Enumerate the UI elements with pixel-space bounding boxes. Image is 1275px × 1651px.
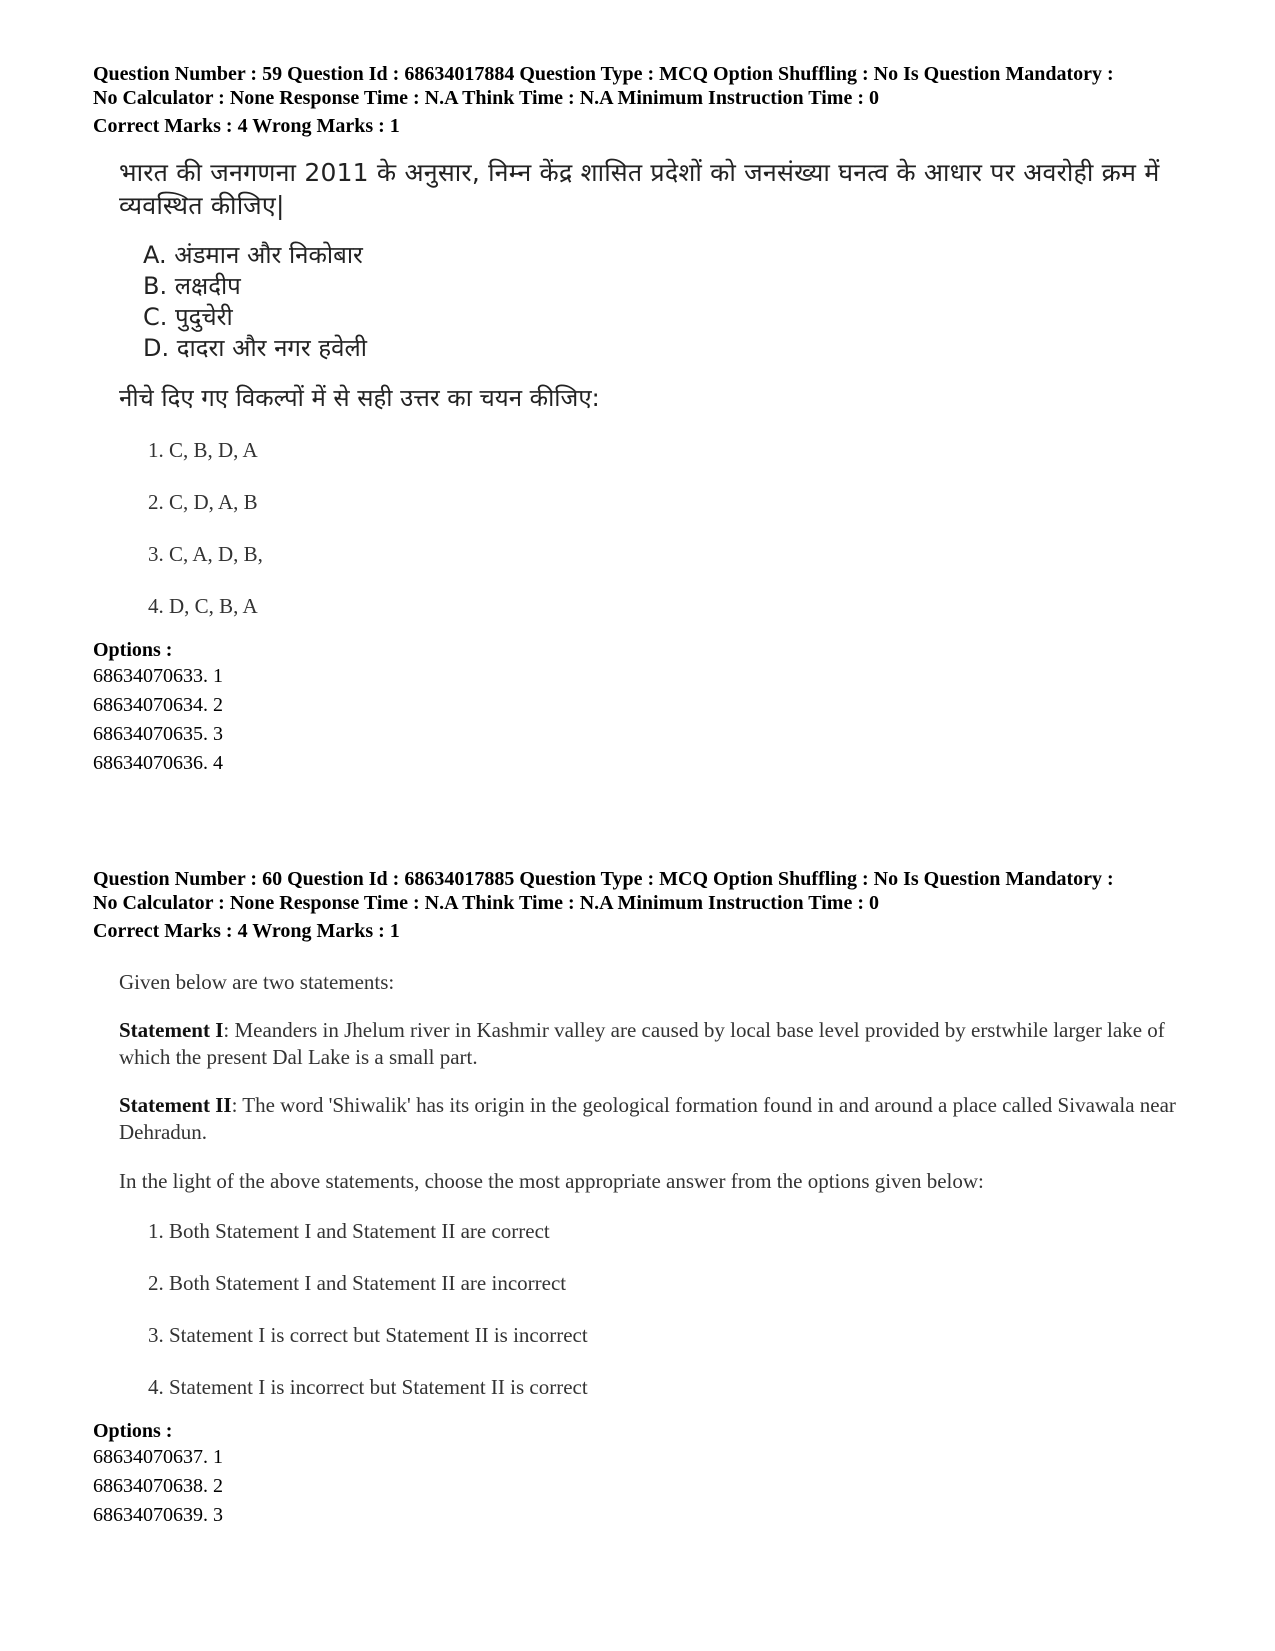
answer-choice: 3. C, A, D, B, [148,542,263,566]
statement-2-label: Statement II [119,1093,232,1117]
answer-choice: 1. C, B, D, A [148,438,258,462]
statement-1-text: : Meanders in Jhelum river in Kashmir valley are caused by local base level provided by erstwhile larger lake of which the present Dal Lake is a small part. [119,1018,1165,1069]
question-item: B. लक्षदीप [143,272,241,300]
question-60 [93,867,1213,1530]
answer-choice-list [148,438,1213,618]
question-meta-line-2: No Calculator : None Response Time : N.A Think Time : N.A Minimum Instruction Time : 0 [93,87,879,109]
answer-choice: 4. Statement I is incorrect but Statement II is correct [148,1375,588,1399]
answer-choice: 1. Both Statement I and Statement II are correct [148,1219,550,1243]
option-id: 68634070635. 3 [93,723,223,745]
option-id: 68634070637. 1 [93,1446,223,1468]
option-id: 68634070636. 4 [93,752,223,774]
question-body [93,969,1213,1399]
question-body [93,156,1213,618]
question-meta [93,62,1213,110]
question-stem-line-1: भारत की जनगणना 2011 के अनुसार, निम्न केंद्र शासित प्रदेशों को जनसंख्या घनत्व के आधार पर अवरोही क्रम में [119,158,1160,187]
statement-2-text: : The word 'Shiwalik' has its origin in the geological formation found in and around a place called Sivawala near Dehradun. [119,1093,1176,1144]
question-item: A. अंडमान और निकोबार [143,241,363,269]
answer-choice: 4. D, C, B, A [148,594,258,618]
question-marks: Correct Marks : 4 Wrong Marks : 1 [93,115,400,137]
question-marks: Correct Marks : 4 Wrong Marks : 1 [93,920,400,942]
options-label: Options : [93,1420,173,1442]
question-intro: Given below are two statements: [119,970,395,994]
statement-1 [119,1017,1213,1071]
option-id: 68634070639. 3 [93,1504,223,1526]
question-item: D. दादरा और नगर हवेली [143,334,367,362]
question-item-list [143,240,1213,364]
statement-2 [119,1092,1213,1146]
question-item: C. पुदुचेरी [143,303,233,331]
question-prompt: In the light of the above statements, choose the most appropriate answer from the options given below: [119,1169,984,1193]
option-id: 68634070638. 2 [93,1475,223,1497]
answer-choice: 2. C, D, A, B [148,490,258,514]
statement-1-label: Statement I [119,1018,224,1042]
option-id-list [93,1443,1213,1530]
question-stem-line-2: व्यवस्थित कीजिए| [119,191,285,220]
answer-choice: 2. Both Statement I and Statement II are incorrect [148,1271,567,1295]
question-meta-line-1: Question Number : 60 Question Id : 68634017885 Question Type : MCQ Option Shuffling : No Is Question Mandatory : [93,868,1114,890]
question-meta [93,867,1213,915]
question-stem [119,156,1213,222]
option-id-list [93,662,1213,778]
question-meta-line-2: No Calculator : None Response Time : N.A Think Time : N.A Minimum Instruction Time : 0 [93,892,879,914]
question-59 [93,62,1213,778]
answer-choice-list [148,1219,1213,1399]
question-prompt: नीचे दिए गए विकल्पों में से सही उत्तर का चयन कीजिए: [119,384,600,412]
answer-choice: 3. Statement I is correct but Statement II is incorrect [148,1323,588,1347]
question-meta-line-1: Question Number : 59 Question Id : 68634017884 Question Type : MCQ Option Shuffling : No Is Question Mandatory : [93,63,1114,85]
options-label: Options : [93,639,173,661]
option-id: 68634070633. 1 [93,665,223,687]
option-id: 68634070634. 2 [93,694,223,716]
